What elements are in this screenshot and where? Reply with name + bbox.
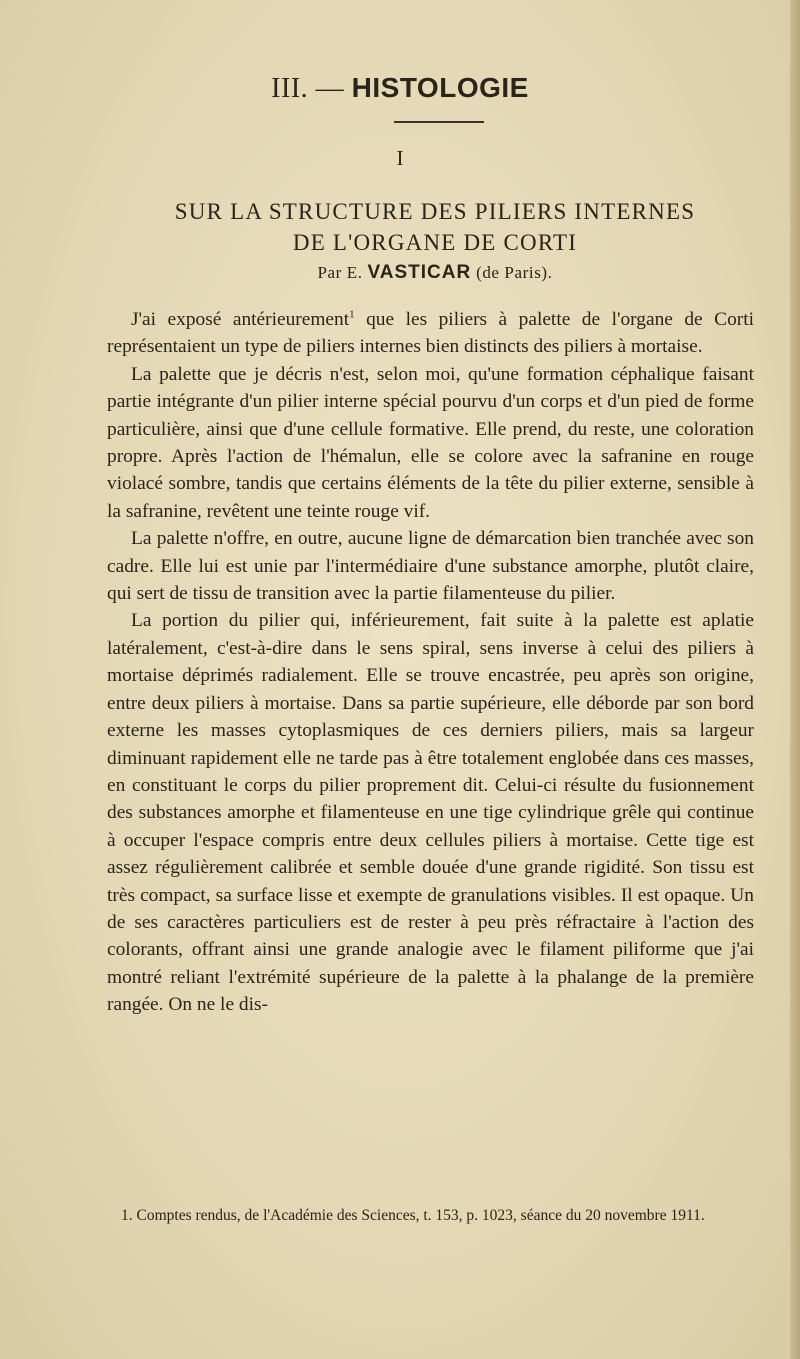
- paragraph-1-rest: que les piliers à palette de l'organe de Corti représentaient un type de piliers internes bien distincts des piliers à mortaise.: [107, 309, 754, 358]
- footnote: [107, 1205, 754, 1227]
- footnote-text: 1. Comptes rendus, de l'Académie des Sciences, t. 153, p. 1023, séance du 20 novembre 1911.: [121, 1207, 705, 1224]
- article-title-line-2: DE L'ORGANE DE CORTI: [292, 230, 578, 255]
- footnote-reference: 1: [349, 308, 355, 321]
- heading-rule: [394, 121, 484, 123]
- paragraph-3: La palette n'offre, en outre, aucune ligne de démarcation bien tranchée avec son cadre. Elle lui est unie par l'intermédiaire d'une substance amorphe, plutôt claire, qui sert de tissu de transition avec la partie filamenteuse du pilier.: [107, 528, 754, 605]
- paragraph-1: [107, 306, 754, 361]
- article-body: [107, 306, 754, 1019]
- section-heading: [0, 72, 800, 105]
- paragraph-2: La palette que je décris n'est, selon moi, qu'une formation céphalique faisant partie intégrante d'un pilier interne spécial pourvu d'un corps et d'un pied de forme particulière, ainsi que d'une cellule formative. Elle prend, du reste, une coloration propre. Après l'action de l'hémalun, elle se colore avec la safranine en rouge violacé sombre, tandis que certains éléments de la tête du pilier externe, sensible à la safranine, revêtent une teinte rouge vif.: [107, 363, 754, 522]
- section-name: HISTOLOGIE: [351, 72, 529, 103]
- chapter-number: I: [396, 146, 404, 170]
- byline-suffix: (de Paris).: [476, 263, 553, 282]
- article-title-line-1: SUR LA STRUCTURE DES PILIERS INTERNES: [174, 199, 696, 224]
- paragraph-1-start: J'ai exposé antérieurement: [131, 309, 350, 330]
- section-roman: III. —: [271, 73, 345, 104]
- byline-author: VASTICAR: [367, 262, 472, 283]
- byline-prefix: Par E.: [317, 263, 363, 282]
- byline: [0, 262, 800, 284]
- paragraph-4: La portion du pilier qui, inférieurement, fait suite à la palette est aplatie latéralement, c'est-à-dire dans le sens spiral, sens inverse à celui des piliers à mortaise déprimés radialement. Elle se trouve encastrée, peu après son origine, entre deux piliers à mortaise. Dans sa partie supérieure, elle déborde par son bord externe les masses cytoplasmiques de ces derniers piliers, mais sa largeur diminuant rapidement elle ne tarde pas à être totalement englobée dans ces masses, en constituant le corps du pilier proprement dit. Celui-ci résulte du fusionnement des substances amorphe et filamenteuse en une tige cylindrique grêle qui continue à occuper l'espace compris entre deux cellules piliers à mortaise. Cette tige est assez régulièrement calibrée et semble douée d'une grande rigidité. Son tissu est très compact, sa surface lisse et exempte de granulations visibles. Il est opaque. Un de ses caractères particuliers est de rester à peu près réfractaire à l'action des colorants, offrant ainsi une grande analogie avec le filament piliforme que j'ai montré reliant l'extrémité supérieure de la palette à la phalange de la première rangée. On ne le dis-: [107, 610, 754, 1016]
- article-title: [0, 196, 800, 258]
